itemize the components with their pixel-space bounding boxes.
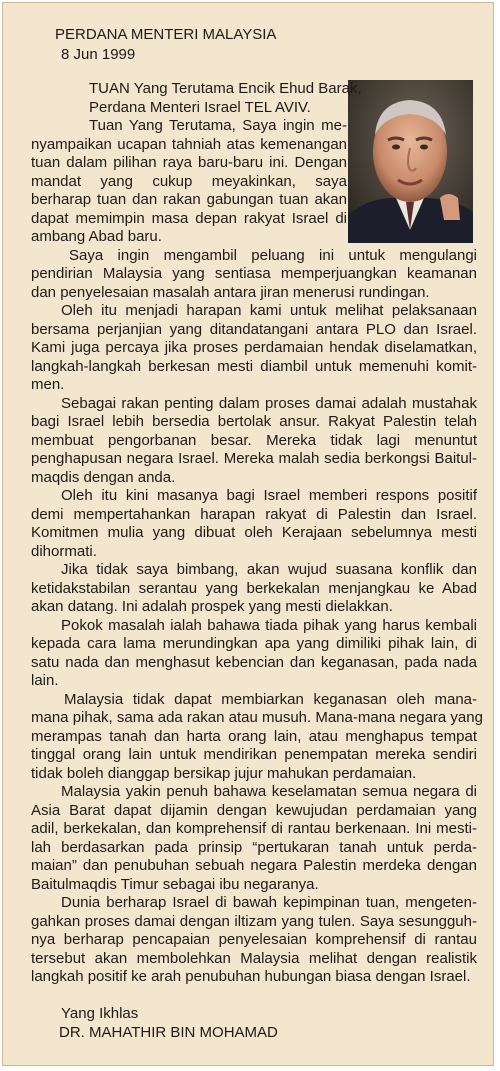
letter-line: mandat yang cukup meyakinkan, saya	[31, 172, 347, 190]
letter-line: Saya ingin mengambil peluang ini untuk mengulangi	[69, 246, 477, 264]
letter-line: kepada cara lama merundingkan apa yang dimiliki pihak lain, di	[31, 635, 477, 652]
letter-line: akan datang. Ini adalah prospek yang mesti dielakkan.	[31, 598, 393, 615]
letter-line: tuan dalam pilihan raya baru-baru ini. Dengan	[31, 154, 347, 171]
letter-line: men.	[31, 376, 65, 393]
letter-line: mana pihak, sama ada rakan atau musuh. Mana-mana negara yang	[31, 709, 483, 726]
letter-line: TUAN Yang Terutama Encik Ehud Barak,	[89, 80, 362, 97]
letter-line: Tuan Yang Terutama, Saya ingin me-	[89, 117, 347, 134]
letter-line: Asia Barat dapat dijamin dengan kewujudan perdamaian yang	[31, 801, 477, 819]
letter-line: tinggal orang lain untuk mendirikan penempatan mereka sendiri	[31, 746, 477, 763]
letter-page	[2, 2, 494, 1066]
letter-date: 8 Jun 1999	[61, 46, 136, 63]
letter-line: berharap tuan dan rakan gabungan tuan akan	[31, 191, 347, 208]
letter-header	[55, 25, 276, 65]
letter-body	[31, 80, 483, 987]
letter-line: bagi Israel lebih bersedia bertolak ansur. Rakyat Palestin telah	[31, 413, 477, 430]
letter-line: nyampaikan ucapan tahniah atas kemenangan	[31, 135, 347, 153]
signatory-name: DR. MAHATHIR BIN MOHAMAD	[59, 1024, 278, 1041]
letter-line: ambang Abad baru.	[31, 228, 162, 245]
letter-line: pendirian Malaysia yang sentiasa memperjuangkan keamanan	[31, 265, 477, 282]
letter-line: adil, berkekalan, dan komprehensif di rantau berkenaan. Ini mesti-	[31, 820, 477, 837]
letter-line: Jika tidak saya bimbang, akan wujud suasana konflik dan	[61, 561, 477, 578]
letter-line: dihormati.	[31, 542, 97, 560]
letter-line: maian” dan penubuhan sebuah negara Palestin merdeka dengan	[31, 857, 477, 874]
letter-line: demi mempertahankan harapan rakyat di Palestin dan Israel.	[31, 505, 477, 523]
letter-line: tidak boleh dianggap bersikap jujur mahukan perdamaian.	[31, 764, 417, 782]
letter-line: maqdis dengan anda.	[31, 468, 176, 486]
letter-line: ketidakstabilan serantau yang berkekalan menjangkau ke Abad	[31, 579, 477, 597]
letter-line: tersebut akan membolehkan Malaysia melihat dengan realistik	[31, 949, 477, 967]
letter-line: Komitmen mulia yang dibuat oleh Kerajaan sebelumnya mesti	[31, 524, 477, 541]
letter-line: Malaysia yakin penuh bahawa keselamatan semua negara di	[61, 783, 477, 800]
letter-line: lain.	[31, 672, 59, 689]
letter-line: Dunia berharap Israel di bawah kepimpinan tuan, mengeten-	[61, 894, 477, 911]
letter-line: Baitulmaqdis Timur sebagai ibu negaranya.	[31, 875, 319, 893]
letter-line: lah berdasarkan pada prinsip “pertukaran tanah untuk perda-	[31, 838, 477, 856]
letter-line: Sebagai rakan penting dalam proses damai adalah mustahak	[61, 394, 477, 412]
letter-line: langkah positif ke arah penubuhan hubungan biasa dengan Israel.	[31, 968, 471, 985]
letter-line: Pokok masalah ialah bahawa tiada pihak yang harus kembali	[61, 616, 477, 634]
letter-line: Perdana Menteri Israel TEL AVIV.	[89, 98, 311, 116]
letter-line: penghapusan negara Israel. Mereka malah sedia berkongsi Baitul-	[31, 450, 477, 467]
letter-line: dan penyelesaian masalah antara jiran menerusi rundingan.	[31, 283, 430, 301]
letter-line: gahkan proses damai dengan iltizam yang tulen. Saya sesungguh-	[31, 912, 477, 930]
office-title: PERDANA MENTERI MALAYSIA	[55, 26, 277, 43]
letter-line: membuat pengorbanan besar. Mereka tidak lagi menuntut	[31, 431, 477, 449]
closing-regards: Yang Ikhlas	[61, 1005, 139, 1022]
letter-line: Kami juga percaya jika proses perdamaian hendak diselamatkan,	[31, 339, 477, 356]
letter-line: langkah-langkah berkesan mesti diambil untuk memenuhi komit-	[31, 357, 477, 375]
letter-line: satu nada dan menghasut kebencian dan keganasan, pada nada	[31, 653, 477, 671]
letter-line: Oleh itu kini masanya bagi Israel memberi respons positif	[61, 487, 477, 504]
letter-line: nya berharap pencapaian penyelesaian komprehensif di rantau	[31, 931, 477, 948]
letter-line: merampas tanah dan harta orang lain, atau menghapus tempat	[31, 727, 477, 745]
letter-line: Malaysia tidak dapat membiarkan keganasan oleh mana-	[64, 690, 477, 708]
signature-block	[61, 1004, 278, 1042]
letter-line: dapat memimpin masa depan rakyat Israel di	[31, 209, 347, 227]
letter-line: Oleh itu menjadi harapan kami untuk melihat pelaksanaan	[61, 302, 477, 319]
letter-line: bersama perjanjian yang ditandatangani antara PLO dan Israel.	[31, 320, 477, 338]
